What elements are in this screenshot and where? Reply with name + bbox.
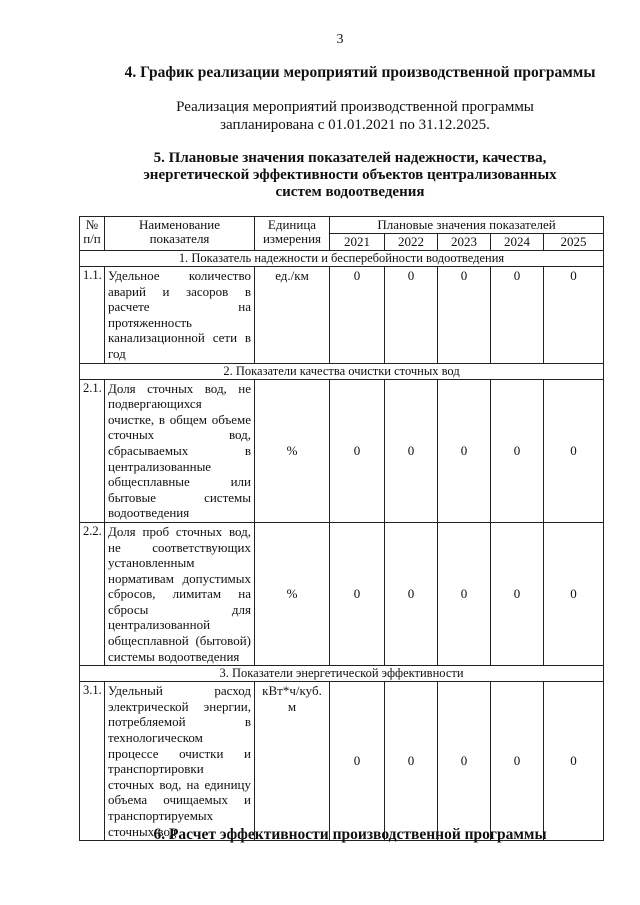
section-title: 3. Показатели энергетической эффективности (80, 666, 604, 682)
row-value: 0 (544, 682, 604, 841)
section-5-heading-line-2: энергетической эффективности объектов централизованных (143, 167, 557, 183)
row-unit: % (255, 379, 330, 522)
row-value: 0 (438, 267, 491, 364)
row-num: 2.2. (80, 522, 105, 665)
header-num: № п/п (80, 217, 105, 251)
table-header-row (80, 217, 604, 234)
header-name: Наименование показателя (105, 217, 255, 251)
header-unit: Единица измерения (255, 217, 330, 251)
section-title: 2. Показатели качества очистки сточных вод (80, 363, 604, 379)
section-4-text (150, 98, 560, 134)
page-number: 3 (336, 32, 344, 47)
row-value: 0 (491, 522, 544, 665)
row-unit: % (255, 522, 330, 665)
row-value: 0 (544, 267, 604, 364)
row-value: 0 (330, 682, 385, 841)
table-row (80, 682, 604, 841)
row-value: 0 (438, 379, 491, 522)
row-num: 1.1. (80, 267, 105, 364)
row-value: 0 (491, 682, 544, 841)
row-value: 0 (438, 522, 491, 665)
row-value: 0 (330, 267, 385, 364)
row-value: 0 (544, 522, 604, 665)
row-value: 0 (330, 522, 385, 665)
section-4-heading: 4. График реализации мероприятий производственной программы (124, 64, 596, 81)
row-num: 2.1. (80, 379, 105, 522)
section-4-text-line-1: Реализация мероприятий производственной программы (176, 99, 534, 115)
row-name: Доля проб сточных вод, не соответствующих установленным нормативам допустимых сбросов, лимитам на сбросы для централизованной общесплавной (бытовой) системы водоотведения (105, 522, 255, 665)
row-value: 0 (330, 379, 385, 522)
row-value: 0 (385, 267, 438, 364)
section-4-text-line-2: запланирована с 01.01.2021 по 31.12.2025. (220, 117, 490, 133)
section-5-heading (100, 150, 600, 201)
row-value: 0 (491, 267, 544, 364)
row-value: 0 (544, 379, 604, 522)
header-year: 2024 (491, 234, 544, 251)
header-planned-values: Плановые значения показателей (330, 217, 604, 234)
header-year: 2022 (385, 234, 438, 251)
header-year: 2025 (544, 234, 604, 251)
row-value: 0 (491, 379, 544, 522)
section-row (80, 666, 604, 682)
row-unit: кВт*ч/куб. м (255, 682, 330, 841)
table-row (80, 267, 604, 364)
row-value: 0 (385, 379, 438, 522)
section-title: 1. Показатель надежности и бесперебойности водоотведения (80, 251, 604, 267)
row-value: 0 (385, 682, 438, 841)
table-row (80, 522, 604, 665)
row-unit: ед./км (255, 267, 330, 364)
header-year: 2021 (330, 234, 385, 251)
table-row (80, 379, 604, 522)
row-name: Доля сточных вод, не подвергающихся очистке, в общем объеме сточных вод, сбрасываемых в централизованные общесплавные или бытовые системы водоотведения (105, 379, 255, 522)
section-row (80, 251, 604, 267)
indicators-table (79, 216, 604, 841)
row-num: 3.1. (80, 682, 105, 841)
section-6-heading: 6. Расчет эффективности производственной программы (153, 826, 547, 843)
section-row (80, 363, 604, 379)
row-value: 0 (385, 522, 438, 665)
row-name: Удельное количество аварий и засоров в расчете на протяженность канализационной сети в год (105, 267, 255, 364)
row-value: 0 (438, 682, 491, 841)
header-year: 2023 (438, 234, 491, 251)
section-5-heading-line-3: систем водоотведения (275, 184, 425, 200)
row-name: Удельный расход электрической энергии, потребляемой в технологическом процессе очистки и транспортировки сточных вод, на единицу объема очищаемых и транспортируемых сточных вод (105, 682, 255, 841)
section-5-heading-line-1: 5. Плановые значения показателей надежности, качества, (153, 150, 547, 166)
